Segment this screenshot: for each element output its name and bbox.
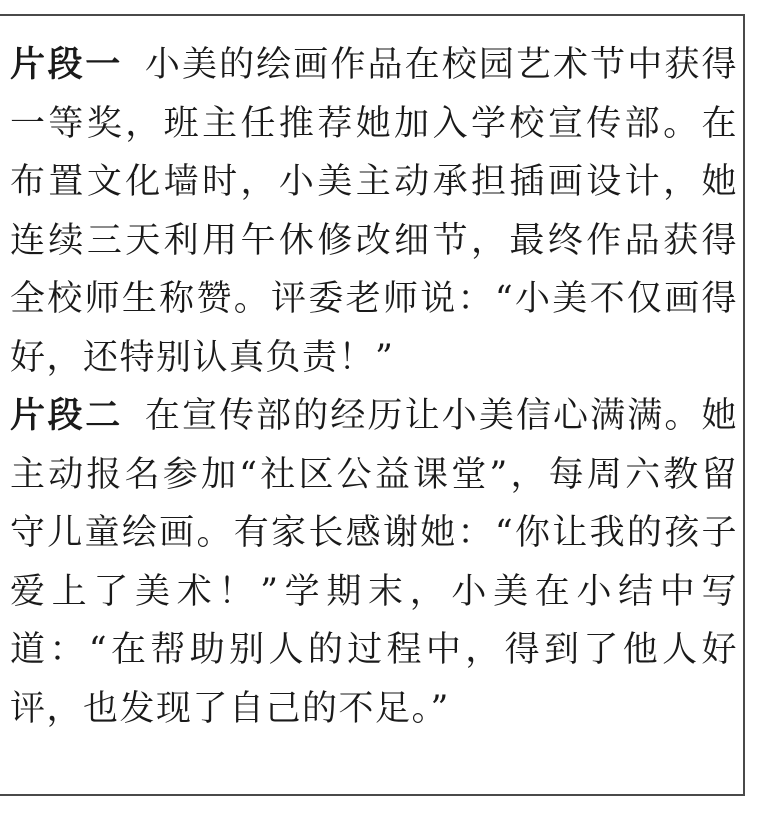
segment-2-label: 片段二 <box>10 396 123 436</box>
passage <box>10 36 738 738</box>
segment-1 <box>10 36 738 387</box>
segment-2 <box>10 387 738 738</box>
segment-1-text: 小美的绘画作品在校园艺术节中获得一等奖，班主任推荐她加入学校宣传部。在布置文化墙时，小美主动承担插画设计，她连续三天利用午休修改细节，最终作品获得全校师生称赞。评委老师说：“小美不仅画得好，还特别认真负责！” <box>10 45 738 378</box>
segment-2-text: 在宣传部的经历让小美信心满满。她主动报名参加“社区公益课堂”，每周六教留守儿童绘画。有家长感谢她：“你让我的孩子爱上了美术！”学期末，小美在小结中写道：“在帮助别人的过程中，得到了他人好评，也发现了自己的不足。” <box>10 396 738 729</box>
segment-1-label: 片段一 <box>10 45 123 85</box>
